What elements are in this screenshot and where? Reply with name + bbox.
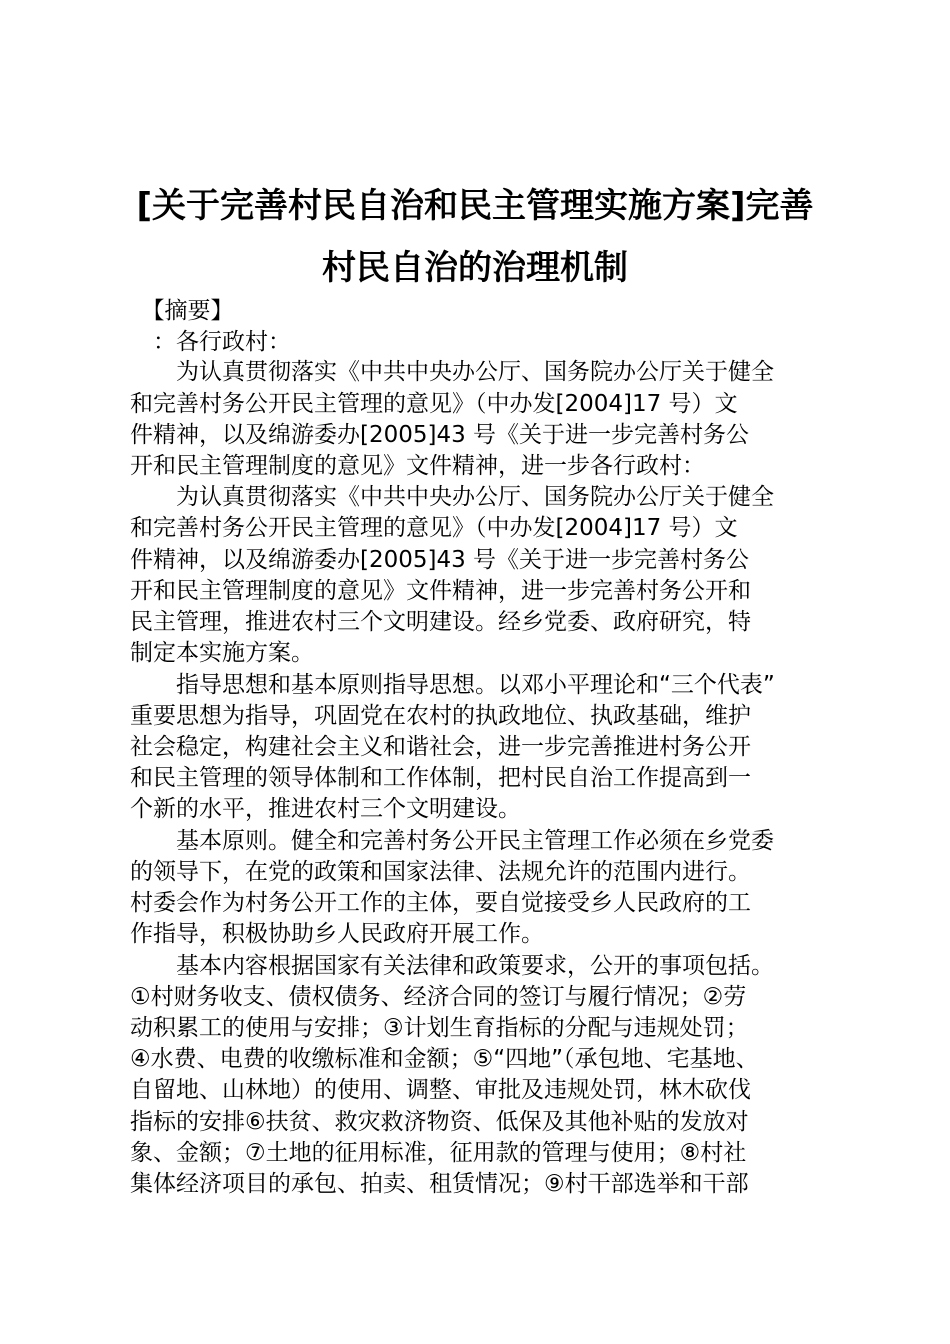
paragraph-line: 开和民主管理制度的意见》文件精神，进一步各行政村：: [130, 453, 705, 479]
paragraph-line: 村委会作为村务公开工作的主体，要自觉接受乡人民政府的工: [130, 890, 751, 916]
paragraph-line: 为认真贯彻落实《中共中央办公厅、国务院办公厅关于健全: [130, 359, 774, 385]
document-title-line-2: 村民自治的治理机制: [322, 248, 628, 288]
paragraph-line: 象、金额；⑦土地的征用标准，征用款的管理与使用；⑧村社: [130, 1140, 747, 1166]
paragraph-line: 民主管理，推进农村三个文明建设。经乡党委、政府研究，特: [130, 609, 751, 635]
salutation-line: ：各行政村：: [130, 329, 291, 355]
paragraph-line: ④水费、电费的收缴标准和金额；⑤“四地”（承包地、宅基地、: [130, 1046, 759, 1072]
paragraph-line: 和完善村务公开民主管理的意见》（中办发[2004]17 号）文: [130, 391, 738, 417]
abstract-heading: 【摘要】: [130, 298, 234, 324]
paragraph-line: 和民主管理的领导体制和工作体制，把村民自治工作提高到一: [130, 765, 751, 791]
paragraph-line: 基本原则。健全和完善村务公开民主管理工作必须在乡党委: [130, 828, 774, 854]
paragraph-line: 个新的水平，推进农村三个文明建设。: [130, 796, 521, 822]
paragraph-line: 开和民主管理制度的意见》文件精神，进一步完善村务公开和: [130, 578, 751, 604]
paragraph-line: 作指导，积极协助乡人民政府开展工作。: [130, 921, 544, 947]
paragraph-line: 自留地、山林地）的使用、调整、审批及违规处罚，林木砍伐: [130, 1077, 751, 1103]
paragraph-line: 件精神，以及绵游委办[2005]43 号《关于进一步完善村务公: [130, 547, 750, 573]
paragraph-line: 和完善村务公开民主管理的意见》（中办发[2004]17 号）文: [130, 515, 738, 541]
paragraph-line: 重要思想为指导，巩固党在农村的执政地位、执政基础，维护: [130, 703, 751, 729]
paragraph-line: 为认真贯彻落实《中共中央办公厅、国务院办公厅关于健全: [130, 484, 774, 510]
paragraph-line: ①村财务收支、债权债务、经济合同的签订与履行情况；②劳: [130, 984, 747, 1010]
paragraph-line: 指标的安排⑥扶贫、救灾救济物资、低保及其他补贴的发放对: [130, 1109, 749, 1135]
paragraph-line: 件精神，以及绵游委办[2005]43 号《关于进一步完善村务公: [130, 422, 750, 448]
paragraph-line: 集体经济项目的承包、拍卖、租赁情况；⑨村干部选举和干部: [130, 1171, 749, 1197]
paragraph-line: 动积累工的使用与安排；③计划生育指标的分配与违规处罚；: [130, 1015, 749, 1041]
paragraph-line: 的领导下，在党的政策和国家法律、法规允许的范围内进行。: [130, 859, 751, 885]
paragraph-line: 社会稳定，构建社会主义和谐社会，进一步完善推进村务公开: [130, 734, 751, 760]
document-title-line-1: [关于完善村民自治和民主管理实施方案]完善: [136, 186, 814, 226]
paragraph-line: 基本内容根据国家有关法律和政策要求，公开的事项包括。: [130, 953, 774, 979]
paragraph-line: 指导思想和基本原则指导思想。以邓小平理论和“三个代表”: [130, 672, 775, 698]
paragraph-line: 制定本实施方案。: [130, 640, 314, 666]
